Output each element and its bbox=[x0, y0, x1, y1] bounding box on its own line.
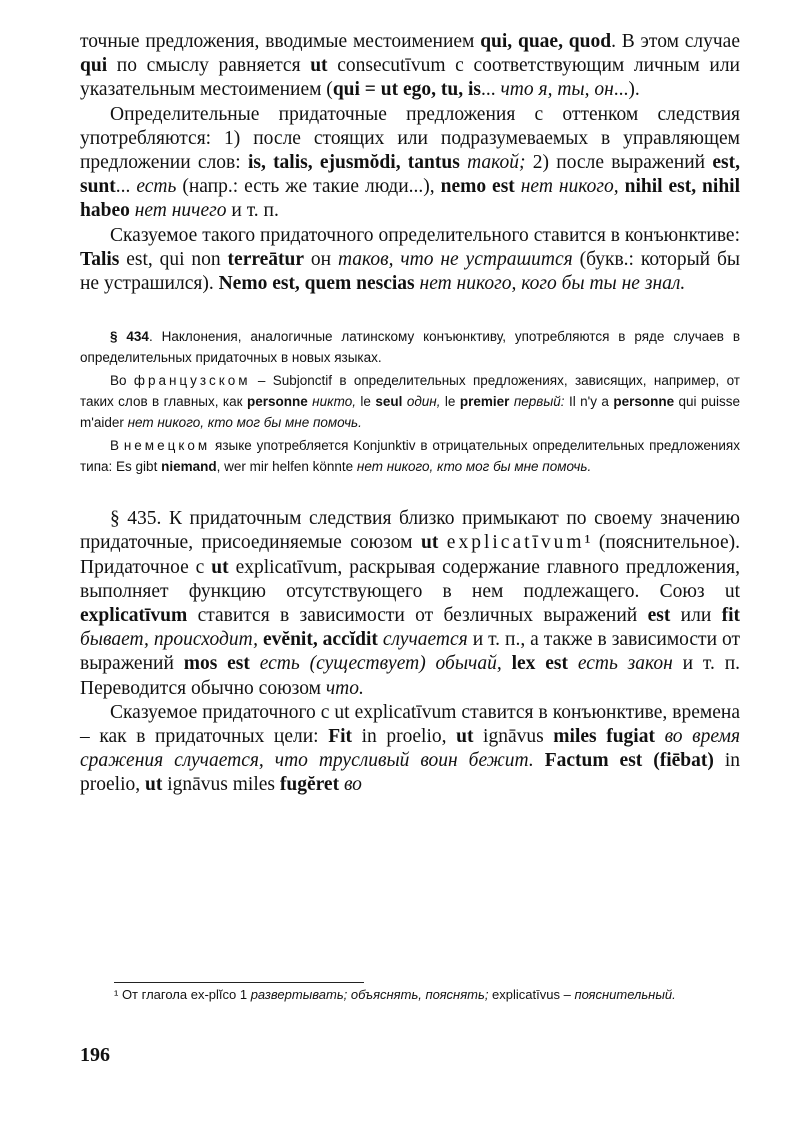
text-run bbox=[250, 653, 260, 674]
text-run: in proelio, bbox=[80, 750, 741, 796]
text-run: ... bbox=[115, 176, 137, 198]
text-run: ut bbox=[211, 556, 229, 578]
text-run: ut bbox=[456, 726, 474, 748]
text-run: немецком bbox=[123, 438, 211, 454]
text-run: В bbox=[110, 438, 124, 454]
text-run: qui bbox=[80, 55, 108, 77]
text-run: seul bbox=[375, 394, 403, 410]
text-run: ut bbox=[144, 774, 163, 796]
text-run: evĕnit, accĭdit bbox=[263, 629, 378, 651]
text-run: бывает, происходит, bbox=[80, 629, 259, 651]
text-run: (букв.: который бы не устрашился). bbox=[80, 248, 740, 295]
text-run: ignāvus miles bbox=[162, 774, 280, 796]
text-run: explicatīvum bbox=[80, 605, 188, 627]
page-number: 196 bbox=[80, 1044, 110, 1066]
text-run: ...). bbox=[613, 79, 640, 101]
text-run: такой; bbox=[467, 152, 526, 174]
text-run: пояснительный. bbox=[574, 987, 676, 1002]
text-run bbox=[438, 532, 446, 553]
section-435 bbox=[80, 507, 740, 797]
paragraph bbox=[80, 701, 740, 798]
text-run: или bbox=[670, 605, 722, 627]
text-run: и т. п. bbox=[226, 200, 279, 222]
small-paragraph bbox=[80, 370, 740, 433]
text-run: развертывать; объяснять, пояснять; bbox=[250, 987, 489, 1002]
text-run: , wer mir helfen könnte bbox=[216, 459, 357, 475]
text-run: explicatīvum, раскрывая содержание главного предложения, выполняет функцию отсутствующего в нем подлежащего. Союз ut bbox=[80, 556, 740, 602]
text-run: terreātur bbox=[227, 248, 305, 270]
text-run: есть закон bbox=[577, 653, 673, 675]
text-run: что я, ты, он bbox=[500, 79, 614, 101]
text-run: est, qui non bbox=[119, 248, 228, 270]
text-run bbox=[655, 726, 665, 747]
text-run bbox=[502, 653, 512, 674]
text-run: le bbox=[440, 394, 460, 410]
text-run: qui puisse m'aider bbox=[80, 394, 741, 431]
text-run: explicatīvum bbox=[446, 532, 585, 554]
text-run: est bbox=[647, 605, 671, 627]
text-run: est, sunt bbox=[80, 152, 740, 198]
text-run: языке употребляется Konjunktiv в отрицательных определительных предложениях типа: Es gibt bbox=[80, 438, 740, 475]
text-run: . Наклонения, аналогичные латинскому конъюнктиву, употребляются в ряде случаев в определительных придаточных в новых языках. bbox=[80, 329, 740, 366]
text-run: Il n'y a bbox=[564, 394, 614, 410]
text-run: mos est bbox=[183, 653, 250, 675]
text-run: . В этом случае bbox=[611, 31, 740, 52]
text-run: есть (существует) обычай, bbox=[259, 653, 502, 675]
footnote bbox=[114, 984, 740, 1006]
text-run: нет никого, bbox=[520, 176, 619, 198]
text-run: Fit bbox=[328, 726, 353, 748]
text-run: personne bbox=[246, 394, 308, 410]
text-run: Nemo est, quem nescias bbox=[218, 273, 415, 295]
text-run: что. bbox=[325, 677, 364, 699]
text-run: во время сражения случается, что трусливый воин бежит. bbox=[80, 726, 741, 772]
text-run: personne bbox=[613, 394, 675, 410]
text-run: explicatīvus – bbox=[488, 987, 575, 1002]
text-run: Сказуемое придаточного с ut explicatīvum ставится в конъюнктиве, времена – как в придаточных цели: bbox=[80, 701, 740, 748]
text-run: французском bbox=[133, 373, 251, 389]
text-run: fugĕret bbox=[279, 774, 340, 796]
text-run: нет никого, кого бы ты не знал. bbox=[419, 273, 686, 295]
paragraph bbox=[80, 507, 740, 701]
text-run: ignāvus bbox=[473, 726, 554, 748]
text-run: le bbox=[356, 394, 376, 410]
text-run: ставится в зависимости от безличных выражений bbox=[187, 605, 648, 627]
small-print-section-434 bbox=[80, 326, 740, 477]
footnote-rule bbox=[114, 982, 364, 983]
text-run bbox=[460, 152, 467, 173]
text-run: ut bbox=[310, 55, 328, 77]
text-run: таков, что не устрашится bbox=[337, 248, 573, 270]
text-run: miles fugiat bbox=[553, 726, 655, 748]
text-run: premier bbox=[459, 394, 510, 410]
page-body bbox=[80, 30, 740, 798]
intro-paragraphs bbox=[80, 30, 740, 296]
small-paragraph bbox=[80, 435, 740, 477]
text-run: Factum est (fiēbat) bbox=[544, 750, 714, 772]
text-run: Talis bbox=[80, 248, 120, 270]
text-run: точные предложения, вводимые местоимением bbox=[80, 31, 481, 52]
text-run: fit bbox=[721, 605, 740, 627]
text-run: ¹ От глагола ex-plĭco 1 bbox=[114, 987, 251, 1002]
text-run: и т. п. Переводится обычно союзом bbox=[80, 653, 741, 699]
text-run: и т. п., а также в зависимости от выражений bbox=[80, 629, 740, 675]
text-run: nemo est bbox=[440, 176, 515, 198]
text-run: один, bbox=[406, 394, 441, 410]
text-run: Во bbox=[110, 373, 134, 389]
text-run: нет никого, кто мог бы мне помочь. bbox=[356, 459, 592, 475]
text-run: § 434 bbox=[110, 329, 149, 345]
text-run: он bbox=[304, 248, 338, 270]
text-run: есть bbox=[136, 176, 177, 198]
text-run: § 435. К придаточным следствия близко примыкают по своему значению придаточные, присоединяемые союзом bbox=[80, 508, 740, 554]
text-run: consecutīvum с соответствующим личным или указательным местоимением ( bbox=[80, 55, 740, 101]
text-run: случается bbox=[382, 629, 468, 651]
small-paragraph bbox=[80, 326, 740, 368]
text-run: qui, quae, quod bbox=[480, 31, 612, 52]
text-run: qui = ut ego, tu, is bbox=[332, 79, 481, 101]
text-run: ¹ (пояснительное). Придаточное с bbox=[80, 532, 740, 578]
paragraph bbox=[80, 103, 740, 224]
text-run bbox=[534, 750, 545, 771]
text-run: нет никого, кто мог бы мне помочь. bbox=[127, 415, 362, 431]
text-run: ut bbox=[420, 532, 439, 554]
text-run: никто, bbox=[312, 394, 356, 410]
text-run: (напр.: есть же такие люди...), bbox=[176, 176, 441, 198]
text-run: niemand bbox=[161, 459, 217, 475]
text-run: во bbox=[343, 774, 362, 796]
text-run: in proelio, bbox=[352, 726, 457, 748]
text-run bbox=[568, 653, 578, 674]
text-run: nihil est, nihil habeo bbox=[80, 176, 740, 222]
text-run: Сказуемое такого придаточного определительного ставится в конъюнктиве: bbox=[110, 224, 740, 246]
text-run: 2) после выражений bbox=[525, 152, 713, 174]
text-run: – Subjonctif в определительных предложениях, зависящих, например, от таких слов в главных, как bbox=[80, 373, 740, 410]
text-run: lex est bbox=[511, 653, 568, 675]
text-run: первый: bbox=[513, 394, 565, 410]
paragraph bbox=[80, 30, 740, 103]
paragraph bbox=[80, 224, 740, 297]
text-run: нет ничего bbox=[134, 200, 227, 222]
text-run: Определительные придаточные предложения с оттенком следствия употребляются: 1) после стоящих или подразумеваемых в управляющем предложении слов: bbox=[80, 103, 740, 174]
text-run: is, talis, ejusmŏdi, tantus bbox=[247, 152, 460, 174]
text-run: ... bbox=[481, 79, 501, 101]
text-run: по смыслу равняется bbox=[107, 55, 311, 77]
